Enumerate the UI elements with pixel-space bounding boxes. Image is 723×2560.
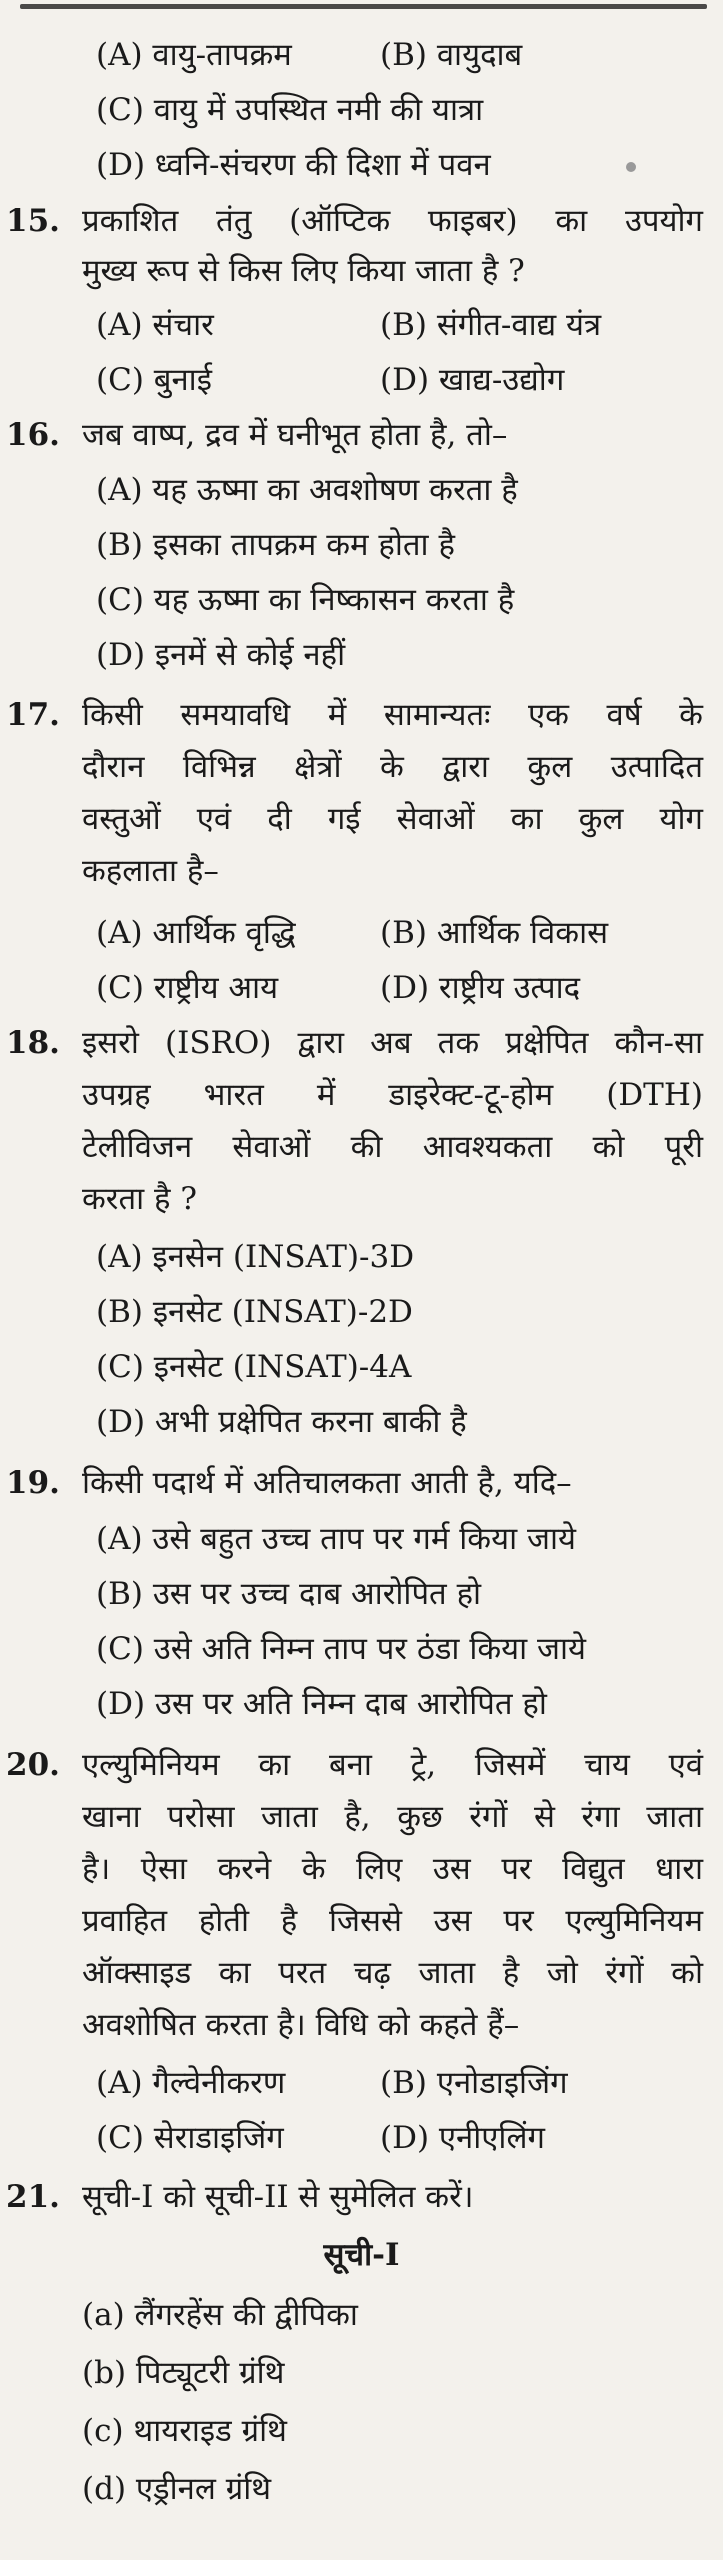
q21-number: 21. — [6, 2179, 60, 2215]
q14-option-d: (D) ध्वनि-संचरण की दिशा में पवन — [96, 147, 491, 183]
q16-option-a: (A) यह ऊष्मा का अवशोषण करता है — [96, 472, 518, 508]
q17-option-a: (A) आर्थिक वृद्धि — [96, 915, 296, 951]
q17-text-line: कहलाता है– — [82, 853, 219, 889]
q20-text-line: ऑक्साइड का परत चढ़ जाता है जो रंगों को — [82, 1955, 703, 1991]
q16-option-d: (D) इनमें से कोई नहीं — [96, 637, 346, 673]
q18-text-line: उपग्रह भारत में डाइरेक्ट-टू-होम (DTH) — [82, 1077, 703, 1113]
q15-number: 15. — [6, 203, 60, 239]
q15-option-b: (B) संगीत-वाद्य यंत्र — [380, 307, 602, 343]
q20-number: 20. — [6, 1747, 60, 1783]
q18-text-line: करता है ? — [82, 1181, 197, 1217]
q16-text-line: जब वाष्प, द्रव में घनीभूत होता है, तो– — [82, 417, 508, 453]
q19-option-c: (C) उसे अति निम्न ताप पर ठंडा किया जाये — [96, 1631, 587, 1667]
q18-option-d: (D) अभी प्रक्षेपित करना बाकी है — [96, 1404, 467, 1440]
q20-option-a: (A) गैल्वेनीकरण — [96, 2065, 286, 2101]
q18-option-c: (C) इनसेट (INSAT)-4A — [96, 1349, 412, 1385]
q17-text-line: दौरान विभिन्न क्षेत्रों के द्वारा कुल उत्पादित — [82, 749, 703, 785]
q17-number: 17. — [6, 697, 60, 733]
list-item: (a) लैंगरहेंस की द्वीपिका — [82, 2297, 358, 2333]
list-item: (c) थायराइड ग्रंथि — [82, 2413, 287, 2449]
top-border — [20, 4, 707, 9]
q19-number: 19. — [6, 1465, 60, 1501]
q18-option-a: (A) इनसेन (INSAT)-3D — [96, 1239, 415, 1275]
q15-option-d: (D) खाद्य-उद्योग — [380, 362, 565, 398]
q17-option-c: (C) राष्ट्रीय आय — [96, 970, 279, 1006]
q20-text-line: प्रवाहित होती है जिससे उस पर एल्युमिनियम — [82, 1903, 703, 1939]
q16-option-c: (C) यह ऊष्मा का निष्कासन करता है — [96, 582, 515, 618]
q14-option-b: (B) वायुदाब — [380, 37, 523, 73]
q15-text-line: प्रकाशित तंतु (ऑप्टिक फाइबर) का उपयोग — [82, 203, 703, 239]
q20-option-d: (D) एनीएलिंग — [380, 2120, 545, 2156]
list-title: सूची-I — [323, 2237, 400, 2273]
q16-number: 16. — [6, 417, 60, 453]
q17-option-d: (D) राष्ट्रीय उत्पाद — [380, 970, 581, 1006]
q15-option-c: (C) बुनाई — [96, 362, 212, 398]
q21-text-line: सूची-I को सूची-II से सुमेलित करें। — [82, 2179, 474, 2215]
q19-text-line: किसी पदार्थ में अतिचालकता आती है, यदि– — [82, 1465, 572, 1501]
list-item: (b) पिट्यूटरी ग्रंथि — [82, 2355, 285, 2391]
q20-text-line: खाना परोसा जाता है, कुछ रंगों से रंगा जाता — [82, 1799, 703, 1835]
q17-text-line: किसी समयावधि में सामान्यतः एक वर्ष के — [82, 697, 703, 733]
q16-option-b: (B) इसका तापक्रम कम होता है — [96, 527, 455, 563]
q20-text-line: एल्युमिनियम का बना ट्रे, जिसमें चाय एवं — [82, 1747, 703, 1783]
q14-option-c: (C) वायु में उपस्थित नमी की यात्रा — [96, 92, 484, 128]
q20-option-c: (C) सेराडाइजिंग — [96, 2120, 284, 2156]
q20-text-line: है। ऐसा करने के लिए उस पर विद्युत धारा — [82, 1851, 703, 1887]
q19-option-b: (B) उस पर उच्च दाब आरोपित हो — [96, 1576, 482, 1612]
q20-option-b: (B) एनोडाइजिंग — [380, 2065, 568, 2101]
ink-dot — [626, 162, 636, 172]
q18-number: 18. — [6, 1025, 60, 1061]
q19-option-d: (D) उस पर अति निम्न दाब आरोपित हो — [96, 1686, 547, 1722]
q18-text-line: टेलीविजन सेवाओं की आवश्यकता को पूरी — [82, 1129, 703, 1165]
q20-text-line: अवशोषित करता है। विधि को कहते हैं– — [82, 2007, 520, 2043]
list-item: (d) एड्रीनल ग्रंथि — [82, 2471, 272, 2507]
q15-text-line: मुख्य रूप से किस लिए किया जाता है ? — [82, 253, 525, 289]
q17-option-b: (B) आर्थिक विकास — [380, 915, 609, 951]
q15-option-a: (A) संचार — [96, 307, 214, 343]
q17-text-line: वस्तुओं एवं दी गई सेवाओं का कुल योग — [82, 801, 703, 837]
q14-option-a: (A) वायु-तापक्रम — [96, 37, 292, 73]
q18-option-b: (B) इनसेट (INSAT)-2D — [96, 1294, 413, 1330]
q18-text-line: इसरो (ISRO) द्वारा अब तक प्रक्षेपित कौन-सा — [82, 1025, 703, 1061]
q19-option-a: (A) उसे बहुत उच्च ताप पर गर्म किया जाये — [96, 1521, 576, 1557]
